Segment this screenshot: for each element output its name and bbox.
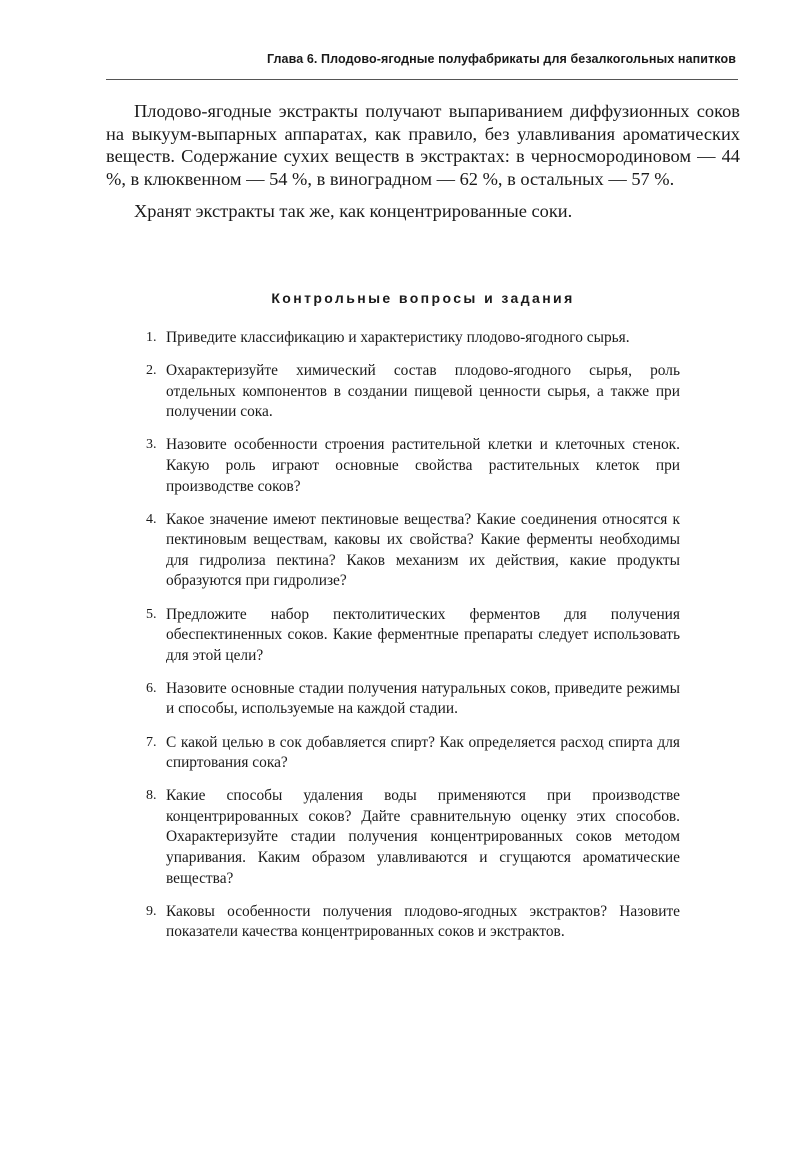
- question-item: [146, 902, 680, 943]
- question-text: Назовите особенности строения растительной клетки и клеточных стенок. Какую роль играют основные свойства растительных клеток при производстве соков?: [166, 436, 680, 495]
- question-number: 5.: [146, 606, 157, 622]
- question-item: [146, 733, 680, 774]
- question-text: Какие способы удаления воды применяются при производстве концентрированных соков? Дайте сравнительную оценку этих способов. Охарактеризуйте стадии получения концентрированных соков методом упаривания. Каким образом улавливаются и сгущаются ароматические вещества?: [166, 787, 680, 887]
- body-paragraph: Плодово-ягодные экстракты получают выпариванием диффузионных соков на выкуум-выпарных аппаратах, как правило, без улавливания ароматических веществ. Содержание сухих веществ в экстрактах: в черносмородиновом — 44 %, в клюквенном — 54 %, в виноградном — 62 %, в остальных — 57 %.: [106, 101, 740, 189]
- question-number: 2.: [146, 363, 157, 379]
- question-number: 4.: [146, 511, 157, 527]
- question-text: Охарактеризуйте химический состав плодово-ягодного сырья, роль отдельных компонентов в создании пищевой ценности сырья, а также при получении сока.: [166, 362, 680, 421]
- question-item: [146, 510, 680, 592]
- question-item: [146, 605, 680, 667]
- question-text: Приведите классификацию и характеристику плодово-ягодного сырья.: [166, 329, 630, 346]
- question-text: С какой целью в сок добавляется спирт? Как определяется расход спирта для спиртования сока?: [166, 733, 680, 772]
- question-item: [146, 328, 680, 349]
- question-item: [146, 679, 680, 720]
- question-text: Каковы особенности получения плодово-ягодных экстрактов? Назовите показатели качества концентрированных соков и экстрактов.: [166, 902, 680, 941]
- question-number: 8.: [146, 788, 157, 804]
- question-number: 7.: [146, 734, 157, 750]
- questions-list: [146, 328, 680, 955]
- question-number: 9.: [146, 903, 157, 919]
- question-number: 1.: [146, 330, 157, 345]
- question-item: [146, 435, 680, 497]
- question-item: [146, 361, 680, 423]
- section-heading: Контрольные вопросы и задания: [271, 290, 575, 306]
- question-text: Какое значение имеют пектиновые вещества? Какие соединения относятся к пектиновым веществам, каковы их свойства? Какие ферменты необходимы для гидролиза пектина? Каков механизм их действия, какие продукты образуются при гидролизе?: [166, 510, 680, 590]
- body-text: [106, 100, 740, 223]
- question-item: [146, 786, 680, 889]
- question-text: Предложите набор пектолитических ферментов для получения обеспектиненных соков. Какие ферментные препараты следует использовать для этой цели?: [166, 605, 680, 664]
- question-number: 3.: [146, 437, 157, 453]
- header-rule: [106, 79, 738, 80]
- body-paragraph: Хранят экстракты так же, как концентрированные соки.: [134, 201, 573, 221]
- question-number: 6.: [146, 680, 157, 696]
- question-text: Назовите основные стадии получения натуральных соков, приведите режимы и способы, используемые на каждой стадии.: [166, 679, 680, 718]
- running-header: Глава 6. Плодово-ягодные полуфабрикаты для безалкогольных напитков: [266, 52, 736, 66]
